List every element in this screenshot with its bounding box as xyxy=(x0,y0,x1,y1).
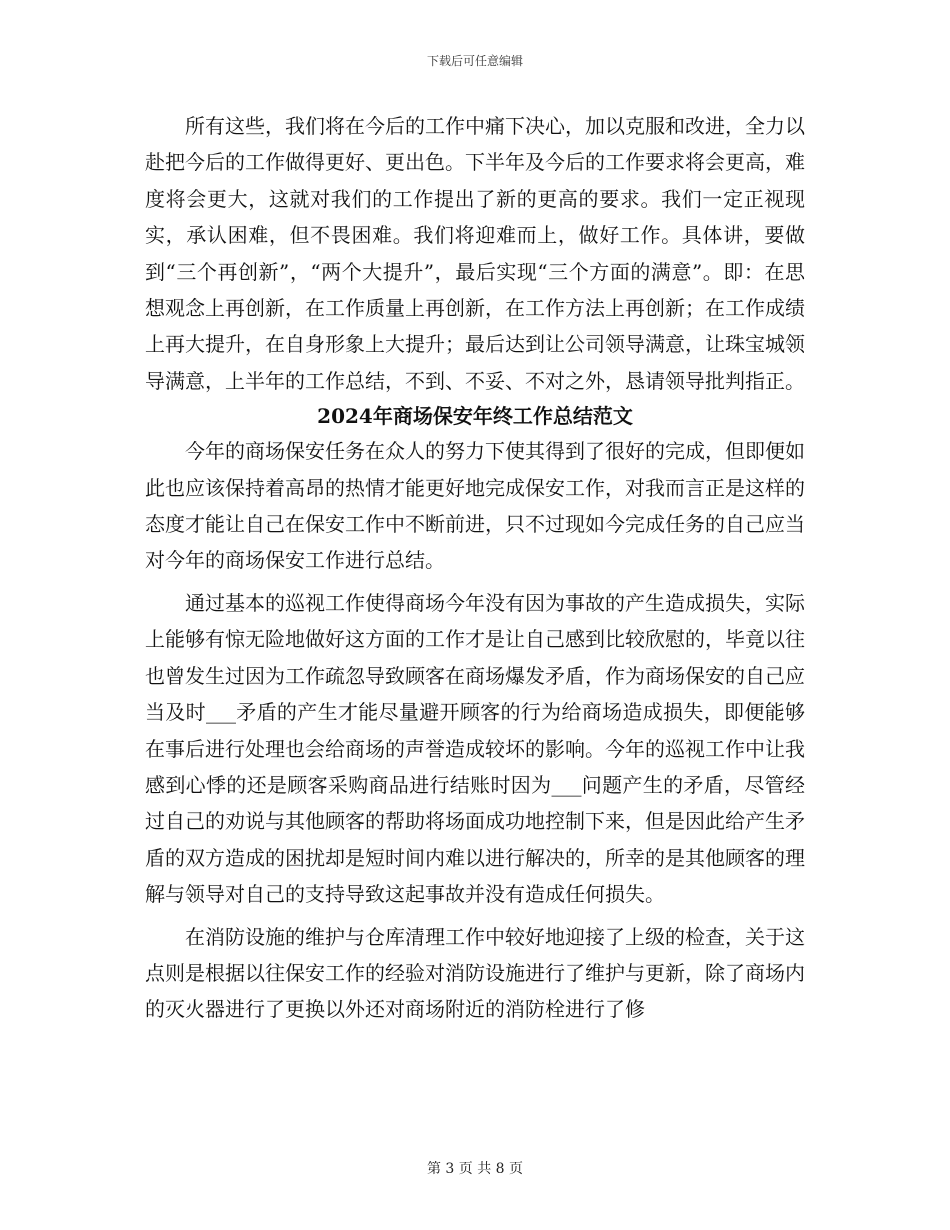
paragraph-1: 今年的商场保安任务在众人的努力下使其得到了很好的完成，但即便如此也应该保持着高昂的热情才能更好地完成保安工作，对我而言正是这样的态度才能让自己在保安工作中不断前进，只不过现如今完成任务的自己应当对今年的商场保安工作进行总结。 xyxy=(145,439,805,573)
section-title: 2024年商场保安年终工作总结范文 xyxy=(317,404,633,429)
document-body xyxy=(145,108,805,1028)
page-header: 下载后可任意编辑 xyxy=(426,54,523,68)
page-footer: 第 3 页 共 8 页 xyxy=(426,1161,524,1177)
paragraph-2: 通过基本的巡视工作使得商场今年没有因为事故的产生造成损失，实际上能够有惊无险地做好这方面的工作才是让自己感到比较欣慰的，毕竟以往也曾发生过因为工作疏忽导致顾客在商场爆发矛盾，作为商场保安的自己应当及时___矛盾的产生才能尽量避开顾客的行为给商场造成损失，即便能够在事后进行处理也会给商场的声誉造成较坏的影响。今年的巡视工作中让我感到心悸的还是顾客采购商品进行结账时因为___问题产生的矛盾，尽管经过自己的劝说与其他顾客的帮助将场面成功地控制下来，但是因此给产生矛盾的双方造成的困扰却是短时间内难以进行解决的，所幸的是其他顾客的理解与领导对自己的支持导致这起事故并没有造成任何损失。 xyxy=(145,590,805,907)
paragraph-3: 在消防设施的维护与仓库清理工作中较好地迎接了上级的检查，关于这点则是根据以往保安工作的经验对消防设施进行了维护与更新，除了商场内的灭火器进行了更换以外还对商场附近的消防栓进行了修 xyxy=(145,924,805,1022)
paragraph-intro: 所有这些，我们将在今后的工作中痛下决心，加以克服和改进，全力以赴把今后的工作做得更好、更出色。下半年及今后的工作要求将会更高，难度将会更大，这就对我们的工作提出了新的更高的要求。我们一定正视现实，承认困难，但不畏困难。我们将迎难而上，做好工作。具体讲，要做到“三个再创新”，“两个大提升”，最后实现“三个方面的满意”。即：在思想观念上再创新，在工作质量上再创新，在工作方法上再创新；在工作成绩上再大提升，在自身形象上大提升；最后达到让公司领导满意，让珠宝城领导满意，上半年的工作总结，不到、不妥、不对之外，恳请领导批判指正。 xyxy=(145,114,805,393)
